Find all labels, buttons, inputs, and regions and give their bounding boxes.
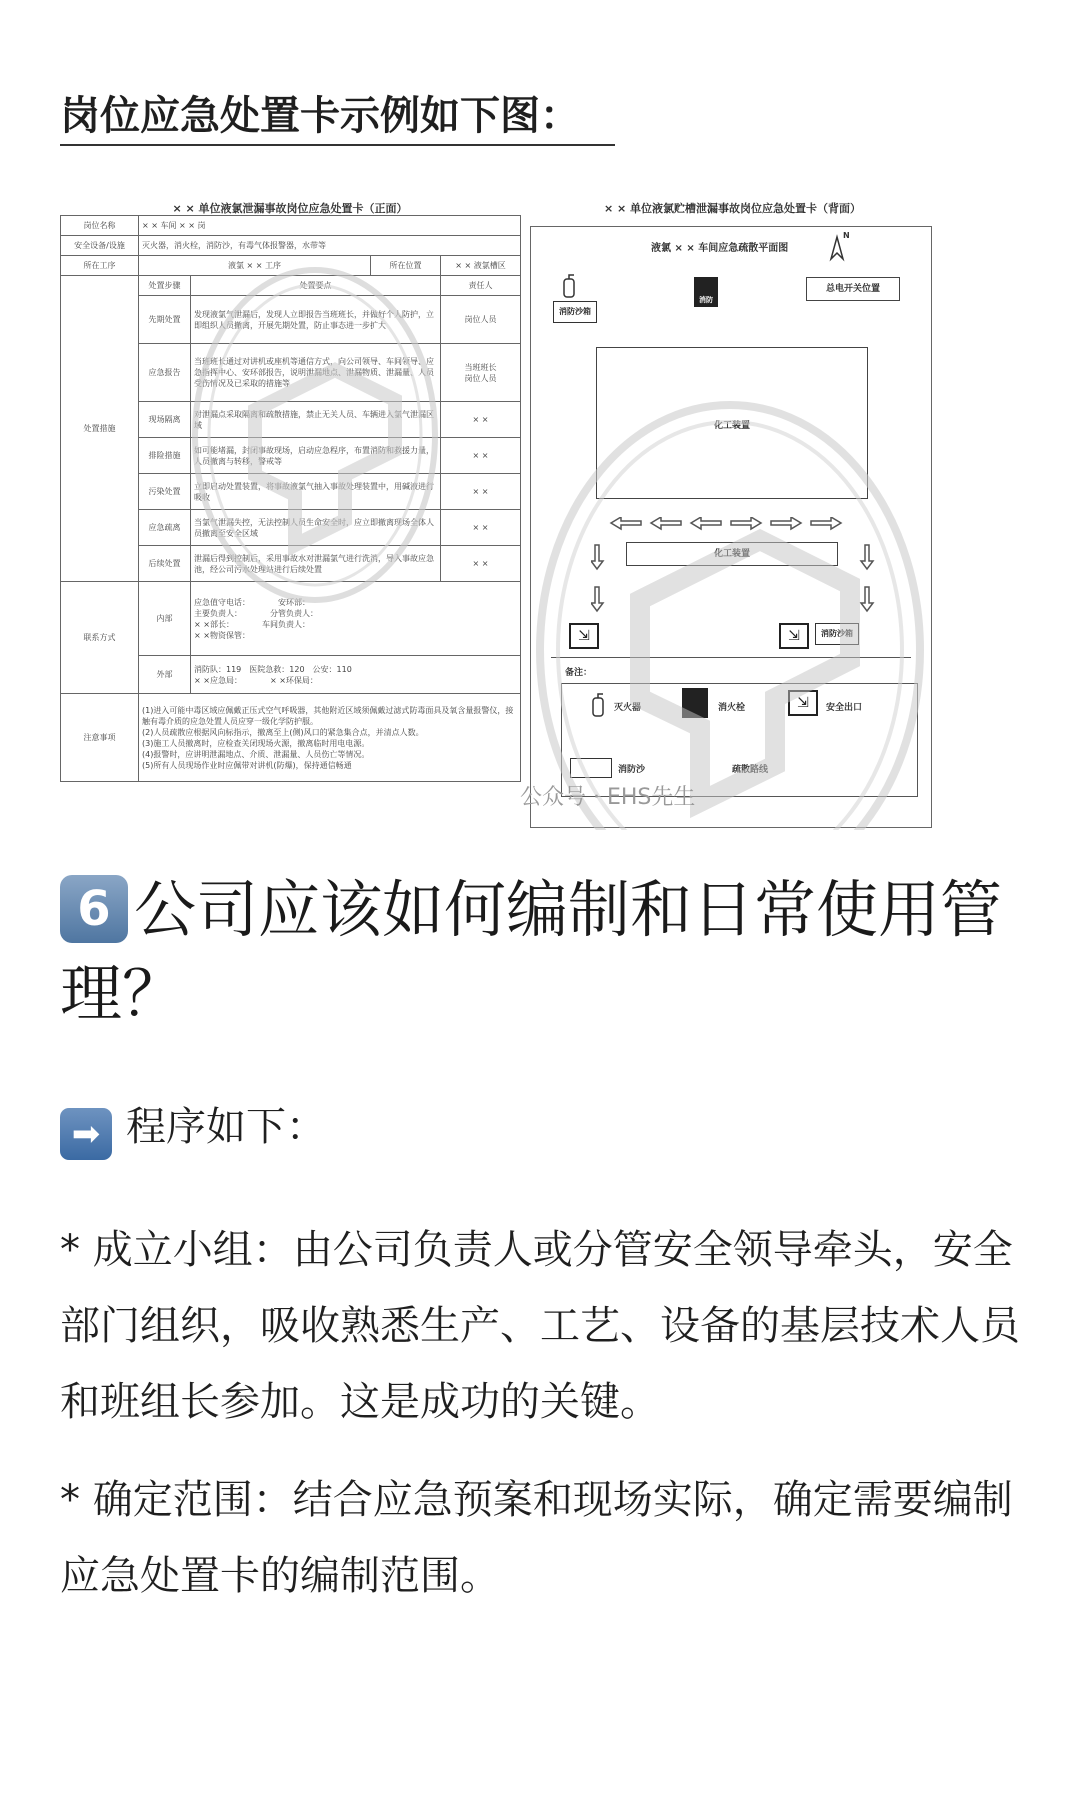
evacuation-arrows xyxy=(591,517,881,627)
internal-line: 主要负责人： 分管负责人： xyxy=(194,608,318,618)
page-heading: 岗位应急处置卡示例如下图： xyxy=(60,88,615,146)
paragraph-define-scope: * 确定范围：结合应急预案和现场实际，确定需要编制应急处置卡的编制范围。 xyxy=(60,1477,1013,1599)
step-detail: 当氯气泄漏失控，无法控制人员生命安全时，应立即撤离现场全体人员撤离至安全区域 xyxy=(191,510,441,546)
cell: 所在工序 xyxy=(61,256,139,276)
note-line: (4)报警时，应讲明泄漏地点、介质、泄漏量、人员伤亡等情况。 xyxy=(142,749,370,759)
step-owner: × × xyxy=(441,438,521,474)
legend-hydrant: 消火栓 xyxy=(718,703,746,713)
step-name: 现场隔离 xyxy=(139,402,191,438)
cell: 责任人 xyxy=(441,276,521,296)
evacuation-plan xyxy=(530,226,932,828)
measures-label: 处置措施 xyxy=(61,276,139,582)
card-front-title: × × 单位液氯泄漏事故岗位应急处置卡（正面） xyxy=(172,202,408,215)
cell: 岗位名称 xyxy=(61,216,139,236)
section-heading xyxy=(60,868,1050,1036)
step-owner: 当班班长 岗位人员 xyxy=(441,344,521,402)
keycap-6-icon: 6 xyxy=(60,875,128,943)
step-detail: 当班班长通过对讲机或座机等通信方式，向公司领导、车间领导、应急指挥中心、安环部报告，说明泄漏地点、泄漏物质、泄漏量、人员受伤情况及已采取的措施等 xyxy=(191,344,441,402)
legend-route: 疏散路线 xyxy=(732,765,769,775)
step-name: 先期处置 xyxy=(139,296,191,344)
fire-sand-box-icon xyxy=(570,758,612,778)
legend-exit: 安全出口 xyxy=(826,703,863,713)
internal-line: × ×物资保管： xyxy=(194,630,250,640)
step-detail: 如可能堵漏，封闭事故现场，启动应急程序，布置消防和救援力量，人员撤离与转移，警戒等 xyxy=(191,438,441,474)
step-owner: 岗位人员 xyxy=(441,296,521,344)
exit-icon: ⇲ xyxy=(788,690,818,716)
cell: 液氯 × × 工序 xyxy=(139,256,371,276)
divider xyxy=(551,657,911,658)
cell: 灭火器，消火栓，消防沙，有毒气体报警器，水带等 xyxy=(139,236,521,256)
step-detail: 立即启动处置装置，将事故液氯气抽入事故处理装置中，用碱液进行吸收 xyxy=(191,474,441,510)
internal-label: 内部 xyxy=(139,582,191,656)
right-arrow-icon: ➡ xyxy=(60,1108,112,1160)
north-label: N xyxy=(843,231,850,240)
wechat-watermark: 公众号 · EHS先生 xyxy=(520,785,696,810)
contact-label: 联系方式 xyxy=(61,582,139,694)
cell: × × 车间 × × 岗 xyxy=(139,216,521,236)
note-line: (3)施工人员撤离时，应检查关闭现场火源，撤离临时用电电源。 xyxy=(142,738,370,748)
step-owner: × × xyxy=(441,474,521,510)
fire-sand-box-icon: 消防沙箱 xyxy=(553,301,597,323)
legend-sand: 消防沙 xyxy=(618,765,646,775)
note-line: (2)人员疏散应根据风向标指示，撤离至上(侧)风口的紧急集合点，并清点人数。 xyxy=(142,727,424,737)
external-label: 外部 xyxy=(139,656,191,694)
exit-icon: ⇲ xyxy=(779,623,809,649)
step-name: 排险措施 xyxy=(139,438,191,474)
note-line: (5)所有人员现场作业时应佩带对讲机(防爆)，保持通信畅通 xyxy=(142,760,352,770)
external-line: 消防队：119 医院急救：120 公安：110 xyxy=(194,664,352,674)
cell: 处置步骤 xyxy=(139,276,191,296)
external-line: × ×应急局： × ×环保局： xyxy=(194,675,318,685)
cell: × × 液氯槽区 xyxy=(441,256,521,276)
example-card-image xyxy=(60,190,935,830)
exit-icon: ⇲ xyxy=(569,623,599,649)
paragraph-form-team: * 成立小组：由公司负责人或分管安全领导牵头，安全部门组织，吸收熟悉生产、工艺、设备的基层技术人员和班组长参加。这是成功的关键。 xyxy=(60,1227,1020,1425)
legend-extinguisher: 灭火器 xyxy=(614,703,642,713)
step-detail: 对泄漏点采取隔离和疏散措施，禁止无关人员、车辆进入氯气泄漏区域 xyxy=(191,402,441,438)
cell: 所在位置 xyxy=(371,256,441,276)
legend-title: 备注： xyxy=(565,668,593,678)
step-detail: 发现液氯气泄漏后，发现人立即报告当班班长，并做好个人防护，立即组织人员撤离，开展先期处置，防止事态进一步扩大 xyxy=(191,296,441,344)
fire-sand-box-icon: 消防沙箱 xyxy=(815,623,859,645)
step-name: 应急疏离 xyxy=(139,510,191,546)
procedure-label: 程序如下： xyxy=(126,1104,326,1150)
step-detail: 泄漏后得到控制后，采用事故水对泄漏氯气进行洗消，导入事故应急池，经公司污水处理站进行后续处置 xyxy=(191,546,441,582)
fire-extinguisher-icon xyxy=(561,273,577,299)
plant-label: 化工装置 xyxy=(713,421,750,431)
step-name: 污染处置 xyxy=(139,474,191,510)
cell: 安全设备/设施 xyxy=(61,236,139,256)
fire-hydrant-icon: 消防 xyxy=(694,277,718,307)
card-back xyxy=(530,190,935,830)
chemical-plant-area xyxy=(596,347,868,499)
main-switch-box: 总电开关位置 xyxy=(806,277,900,301)
cell: 处置要点 xyxy=(191,276,441,296)
note-line: (1)进入可能中毒区域应佩戴正压式空气呼吸器，其他附近区域须佩戴过滤式防毒面具及氧含量报警仪，接触有毒介质的应急处置人员应穿一级化学防护服。 xyxy=(142,705,514,726)
fire-extinguisher-icon xyxy=(590,692,606,718)
card-back-title: × × 单位液氯贮槽泄漏事故岗位应急处置卡（背面） xyxy=(603,202,862,215)
step-name: 后续处置 xyxy=(139,546,191,582)
step-owner: × × xyxy=(441,546,521,582)
notes-label: 注意事项 xyxy=(61,694,139,782)
internal-line: 应急值守电话： 安环部： xyxy=(194,597,310,607)
section-title: 公司应该如何编制和日常使用管理？ xyxy=(60,873,1003,1030)
step-owner: × × xyxy=(441,510,521,546)
route-device-box: 化工装置 xyxy=(626,542,838,566)
plan-title: 液氯 × × 车间应急疏散平面图 xyxy=(651,243,789,254)
internal-line: × ×部长： 车间负责人： xyxy=(194,619,310,629)
step-name: 应急报告 xyxy=(139,344,191,402)
card-front xyxy=(60,190,520,830)
procedure-line xyxy=(60,1097,326,1157)
step-owner: × × xyxy=(441,402,521,438)
fire-hydrant-icon xyxy=(682,688,708,718)
card-front-table xyxy=(60,215,521,782)
